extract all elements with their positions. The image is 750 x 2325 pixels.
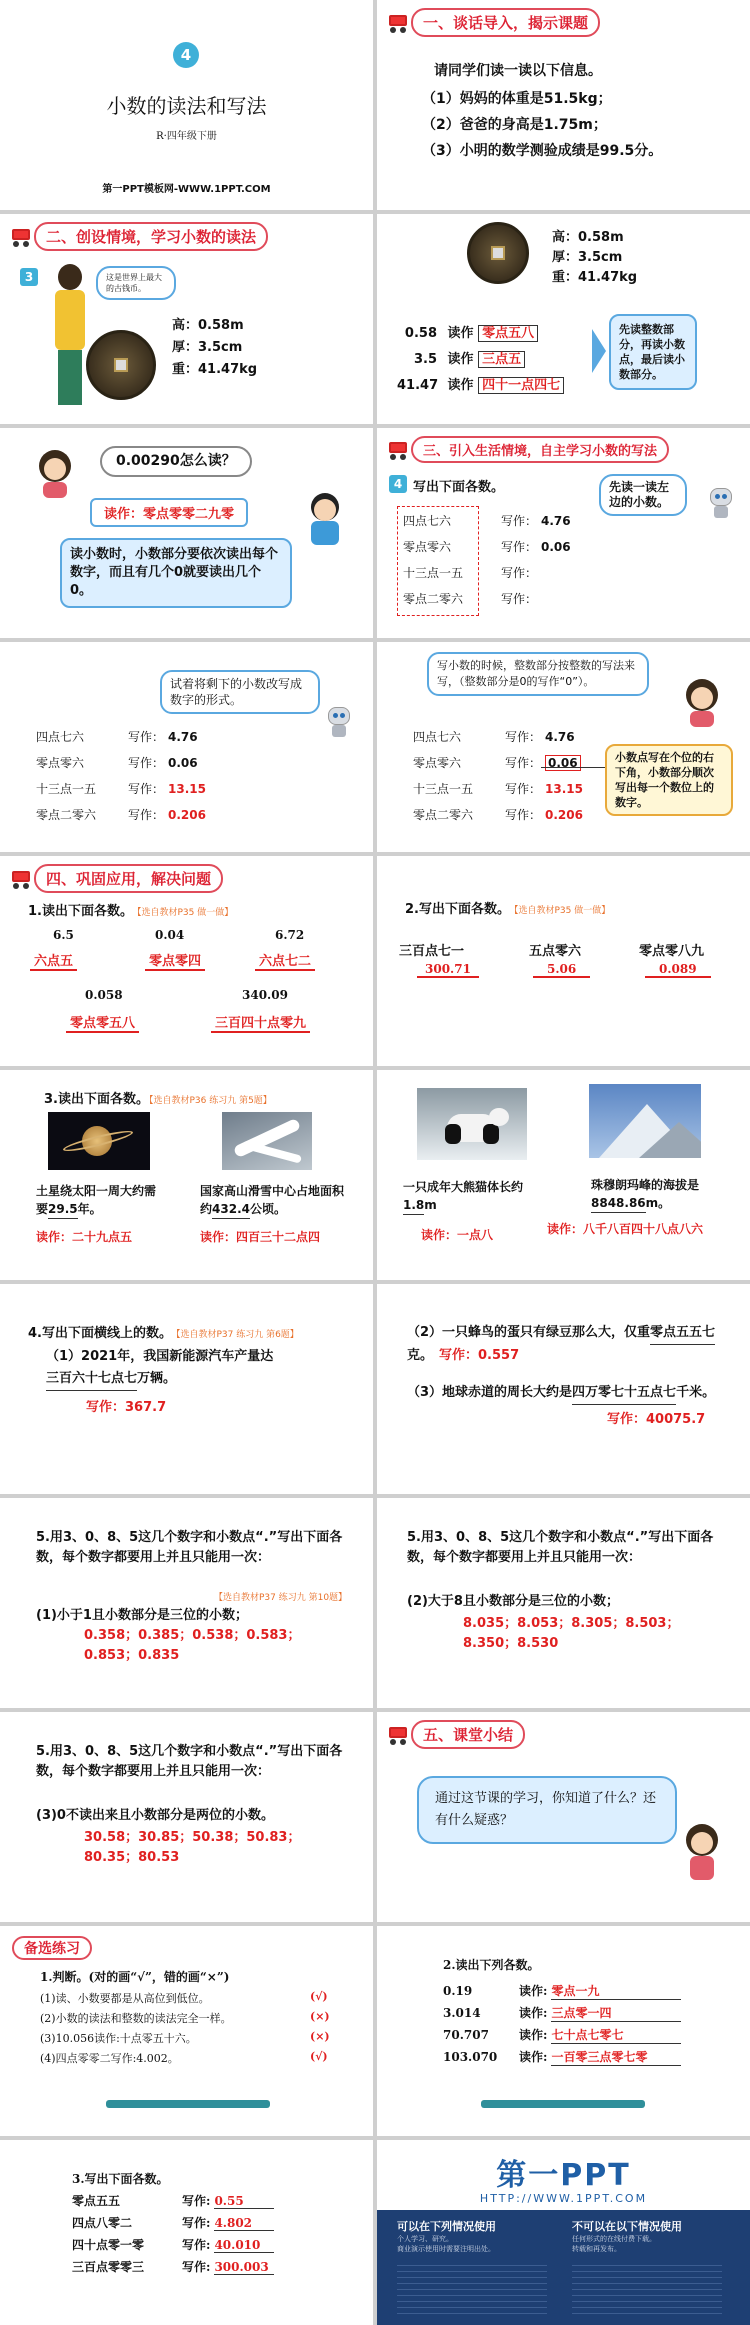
- judge-item: (4)四点零零二写作:4.002。 (√): [40, 2050, 328, 2065]
- question-bubble: 0.00290怎么读？: [100, 446, 252, 477]
- slide-end: [377, 2140, 750, 2325]
- link-list: [397, 2260, 547, 2316]
- sub-question: (3)0不读出来且小数部分是两位的小数。: [36, 1808, 274, 1823]
- read-row: 3.5 读作 三点五: [397, 348, 525, 367]
- cart-icon: [10, 868, 32, 890]
- write-row: 零点零六 写作： 0.06: [36, 756, 198, 770]
- everest-image: [589, 1084, 701, 1158]
- number: 6.72: [275, 928, 305, 942]
- write-row: 零点五五 写作: 0.55: [72, 2192, 274, 2209]
- lesson-badge: 4: [173, 42, 199, 68]
- fact-text: 珠穆朗玛峰的海拔是8848.86m。: [591, 1176, 721, 1213]
- answer: 5.06: [533, 962, 590, 978]
- slide-practice-3: [0, 1070, 373, 1280]
- word-number: 五点零六: [529, 944, 582, 959]
- connector-line: [541, 767, 605, 768]
- source-note: 【选自教材P37 练习九 第10题】: [214, 1593, 348, 1603]
- stat-line: 重：41.47kg: [552, 270, 638, 285]
- stat-line: 高：0.58m: [172, 318, 244, 333]
- speech-bubble: 这是世界上最大的古钱币。: [96, 266, 176, 300]
- word-number: 零点零八九: [639, 944, 705, 959]
- write-row: 零点二零六 写作： 0.206: [36, 808, 206, 822]
- section-header: [10, 222, 268, 251]
- cart-icon: [10, 226, 32, 248]
- forbidden-item: 转载和再发布。: [572, 2245, 621, 2253]
- read-row: 70.707 读作: 七十点七零七: [443, 2026, 681, 2044]
- section-title: 一、谈话导入，揭示课题: [411, 8, 600, 37]
- cart-icon: [387, 12, 409, 34]
- answer: 六点七二: [255, 950, 315, 971]
- question-item: （1）2021年，我国新能源汽车产量达三百六十七点七万辆。: [46, 1346, 326, 1391]
- answer: 8.035；8.053；8.305；8.503；8.350；8.530: [463, 1616, 680, 1651]
- arrow-shape: [592, 329, 606, 373]
- cart-icon: [387, 1724, 409, 1746]
- ski-center-image: [222, 1112, 312, 1170]
- info-panel: [377, 2210, 750, 2325]
- allowed-title: 可以在下列情况使用: [397, 2220, 496, 2233]
- girl-avatar: [682, 677, 722, 727]
- number: 0.058: [85, 988, 123, 1002]
- girl-avatar: [682, 1822, 722, 1882]
- exercise-title: 3.写出下面各数。: [72, 2172, 169, 2186]
- write-row: 十三点一五 写作：: [403, 566, 538, 580]
- write-row: 零点零六 写作： 0.06: [413, 754, 581, 771]
- allowed-item: 个人学习、研究。: [397, 2235, 453, 2243]
- write-row: 十三点一五 写作： 13.15: [36, 782, 206, 796]
- intro-text: 请同学们读一读以下信息。: [434, 63, 602, 79]
- footer-bar: [106, 2100, 270, 2108]
- slide-practice-1: [0, 856, 373, 1066]
- slide-practice-2: [377, 856, 750, 1066]
- answer-box: 读作：零点零零二九零: [90, 498, 248, 527]
- answer: 三百四十点零九: [211, 1012, 310, 1033]
- question: 5.用3、0、8、5这几个数字和小数点“.”写出下面各数，每个数字都要用上并且只能用一次：: [36, 1744, 343, 1779]
- read-row: 0.58 读作 零点五八: [397, 322, 538, 341]
- slide-scenario: [0, 214, 373, 424]
- lesson-subtitle: R·四年级下册: [156, 131, 217, 142]
- slide-practice-5b: [377, 1498, 750, 1708]
- slide-write-decimals: [377, 428, 750, 638]
- judge-item: (3)10.056读作:十点零五十六。 (×): [40, 2030, 330, 2045]
- read-row: 41.47 读作 四十一点四七: [397, 374, 564, 393]
- judge-title: 1.判断。(对的画“√”，错的画“×”): [40, 1970, 230, 1984]
- robot-icon: [707, 488, 735, 518]
- answer: 0.089: [645, 962, 711, 978]
- read-answer: 读作：四百三十二点四: [200, 1230, 321, 1244]
- read-answer: 读作：一点八: [421, 1228, 494, 1242]
- end-logo: 第一PPT: [496, 2158, 631, 2193]
- write-row: 零点二零六 写作： 0.206: [413, 808, 583, 822]
- stat-line: 厚：3.5cm: [172, 340, 243, 355]
- section-header: [387, 436, 669, 463]
- write-answer: 写作：367.7: [86, 1400, 167, 1415]
- exercise-title: 2.读出下列各数。: [443, 1958, 540, 1972]
- word-number: 三百点七一: [399, 944, 465, 959]
- info-line: （3）小明的数学测验成绩是99.5分。: [422, 143, 663, 159]
- slide-extra-1: [0, 1926, 373, 2136]
- read-answer: 读作：二十九点五: [36, 1230, 133, 1244]
- slide-extra-2: [377, 1926, 750, 2136]
- info-line: （1）妈妈的体重是51.5kg；: [422, 91, 612, 107]
- section-title: 三、引入生活情境，自主学习小数的写法: [411, 436, 669, 463]
- slide-practice-5c: [0, 1712, 373, 1922]
- panda-image: [417, 1088, 527, 1160]
- saturn-image: [48, 1112, 150, 1170]
- write-row: 四十点零一零 写作: 40.010: [72, 2236, 274, 2253]
- summary-bubble: 通过这节课的学习，你知道了什么？还有什么疑惑？: [417, 1776, 677, 1844]
- slide-summary: [377, 1712, 750, 1922]
- slide-extra-3: [0, 2140, 373, 2325]
- example-badge: 3: [20, 268, 38, 286]
- slide-practice-4b: [377, 1284, 750, 1494]
- sub-question: (2)大于8且小数部分是三位的小数；: [407, 1594, 619, 1609]
- girl-avatar: [35, 448, 75, 498]
- site-credit: 第一PPT模板网-WWW.1PPT.COM: [102, 184, 271, 195]
- question: 5.用3、0、8、5这几个数字和小数点“.”写出下面各数，每个数字都要用上并且只能用一次：: [36, 1530, 343, 1565]
- link-list: [572, 2260, 722, 2316]
- robot-icon: [325, 707, 353, 737]
- fact-text: 国家高山滑雪中心占地面积约432.4公顷。: [200, 1182, 352, 1219]
- section-header: [387, 1720, 525, 1749]
- answer: 30.58；30.85；50.38；50.83；80.35；80.53: [84, 1830, 301, 1865]
- girl-figure: [50, 264, 90, 414]
- number: 340.09: [242, 988, 288, 1002]
- example-badge: 4: [389, 475, 407, 493]
- question: 1.读出下面各数。 【选自教材P35 做一做】: [28, 904, 234, 919]
- slide-write-practice: [0, 642, 373, 852]
- fact-text: 一只成年大熊猫体长约1.8m: [403, 1178, 533, 1215]
- tip-bubble: 先读一读左边的小数。: [599, 474, 687, 516]
- boy-avatar: [305, 493, 345, 553]
- question: 4.写出下面横线上的数。 【选自教材P37 练习九 第6题】: [28, 1326, 299, 1341]
- write-row: 四点七六 写作： 4.76: [36, 730, 198, 744]
- slide-practice-5a: [0, 1498, 373, 1708]
- stat-line: 厚：3.5cm: [552, 250, 623, 265]
- write-row: 零点零六 写作： 0.06: [403, 540, 571, 554]
- read-row: 0.19 读作: 零点一九: [443, 1982, 681, 2000]
- slide-write-rule: [377, 642, 750, 852]
- question: 5.用3、0、8、5这几个数字和小数点“.”写出下面各数，每个数字都要用上并且只能用一次：: [407, 1530, 714, 1565]
- read-row: 103.070 读作: 一百零三点零七零: [443, 2048, 681, 2066]
- question: 3.读出下面各数。【选自教材P36 练习九 第5题】: [44, 1092, 272, 1107]
- write-row: 四点七六 写作： 4.76: [403, 514, 571, 528]
- tip-box: 先读整数部分，再读小数点，最后读小数部分。: [609, 314, 697, 390]
- forbidden-title: 不可以在以下情况使用: [572, 2220, 682, 2233]
- forbidden-item: 任何形式的在线付费下载。: [572, 2235, 656, 2243]
- coin-image: [86, 330, 156, 400]
- question: 2.写出下面各数。 【选自教材P35 做一做】: [405, 902, 611, 917]
- end-url: HTTP://WWW.1PPT.COM: [479, 2192, 648, 2205]
- section-title: 五、课堂小结: [411, 1720, 525, 1749]
- answer: 零点零四: [145, 950, 205, 971]
- answer: 300.71: [417, 962, 479, 978]
- write-row: 三百点零零三 写作: 300.003: [72, 2258, 274, 2275]
- tip-bubble: 写小数的时候，整数部分按整数的写法来写，（整数部分是0的写作“0”）。: [427, 652, 649, 696]
- rule-box: 读小数时，小数部分要依次读出每个数字，而且有几个0就要读出几个0。: [60, 538, 292, 608]
- judge-item: (1)读、小数要都是从高位到低位。 (√): [40, 1990, 328, 2005]
- number: 6.5: [53, 928, 74, 942]
- slide-title: [0, 0, 373, 210]
- judge-item: (2)小数的读法和整数的读法完全一样。 (×): [40, 2010, 330, 2025]
- allowed-item: 商业演示使用时需要注明出处。: [397, 2245, 495, 2253]
- section-title: 四、巩固应用，解决问题: [34, 864, 223, 893]
- read-row: 3.014 读作: 三点零一四: [443, 2004, 681, 2022]
- footer-bar: [481, 2100, 645, 2108]
- number: 0.04: [155, 928, 185, 942]
- task-text: 写出下面各数。: [413, 480, 505, 495]
- answer: 零点零五八: [66, 1012, 139, 1033]
- stat-line: 高：0.58m: [552, 230, 624, 245]
- sub-question: (1)小于1且小数部分是三位的小数；: [36, 1608, 248, 1623]
- fact-text: 土星绕太阳一周大约需要29.5年。: [36, 1182, 166, 1219]
- section-title: 二、创设情境，学习小数的读法: [34, 222, 268, 251]
- section-header: [387, 8, 600, 37]
- slide-practice-3b: [377, 1070, 750, 1280]
- tip-bubble: 试着将剩下的小数改写成数字的形式。: [160, 670, 320, 714]
- section-header: [10, 864, 223, 893]
- question-item: （3）地球赤道的周长大约是四万零七十五点七千米。: [407, 1382, 727, 1405]
- tip-bubble-2: 小数点写在个位的右下角，小数部分顺次写出每一个数位上的数字。: [605, 744, 733, 816]
- write-row: 四点八零二 写作: 4.802: [72, 2214, 274, 2231]
- write-row: 十三点一五 写作： 13.15: [413, 782, 583, 796]
- question-item: （2）一只蜂鸟的蛋只有绿豆那么大，仅重零点五五七克。 写作：0.557: [407, 1322, 727, 1367]
- write-row: 零点二零六 写作：: [403, 592, 538, 606]
- write-row: 四点七六 写作： 4.76: [413, 730, 575, 744]
- read-answer: 读作：八千八百四十八点八六: [547, 1222, 704, 1236]
- slide-intro: [377, 0, 750, 210]
- coin-image: [467, 222, 529, 284]
- answer: 六点五: [30, 950, 77, 971]
- lesson-title: 小数的读法和写法: [106, 94, 267, 118]
- slide-zeros: [0, 428, 373, 638]
- stat-line: 重：41.47kg: [172, 362, 258, 377]
- answer: 0.358；0.385；0.538；0.583；0.853；0.835: [84, 1628, 301, 1663]
- info-line: （2）爸爸的身高是1.75m；: [422, 117, 607, 133]
- write-answer: 写作：40075.7: [607, 1412, 706, 1427]
- extra-header: 备选练习: [12, 1936, 92, 1960]
- slide-practice-4: [0, 1284, 373, 1494]
- cart-icon: [387, 439, 409, 461]
- slide-read-decimals: [377, 214, 750, 424]
